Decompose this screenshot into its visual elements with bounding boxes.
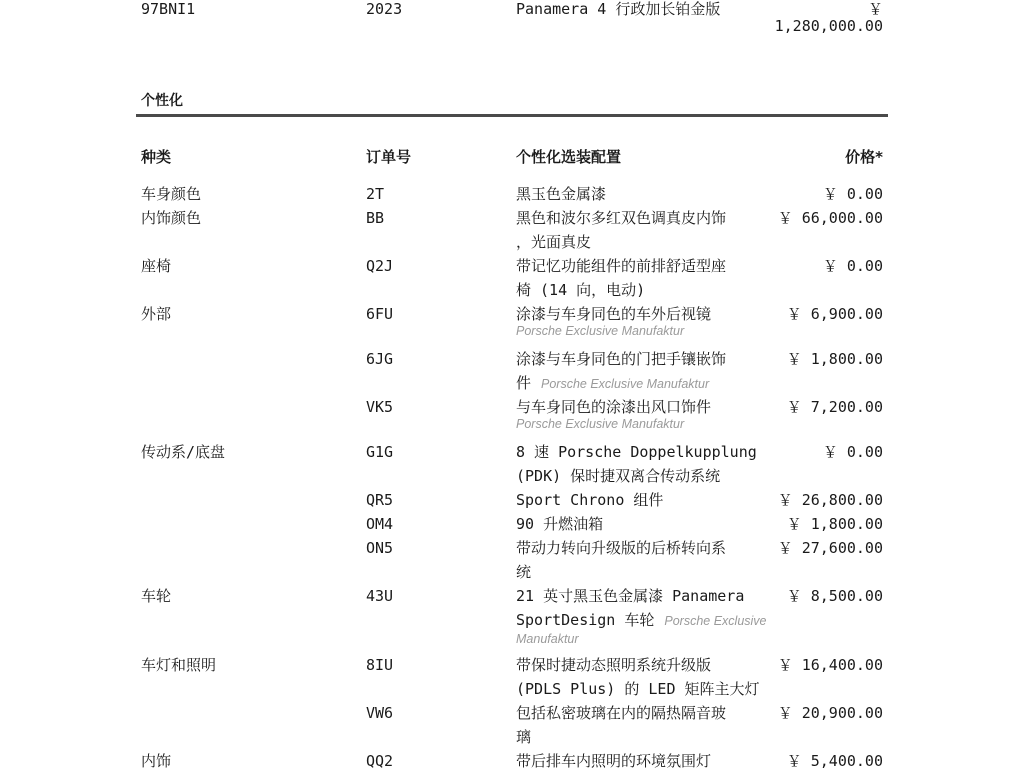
row-order-number: OM4 — [366, 515, 394, 533]
row-config-line: 涂漆与车身同色的车外后视镜 — [516, 305, 712, 323]
row-order-number: 2T — [366, 185, 385, 203]
row-config-text: 件 — [516, 374, 532, 392]
row-price: ￥ 7,200.00 — [786, 398, 883, 416]
row-price: ￥ 0.00 — [822, 185, 883, 203]
row-config-line: Sport Chrono 组件 — [516, 491, 664, 509]
row-category: 传动系/底盘 — [141, 443, 226, 461]
row-price: ￥ 8,500.00 — [786, 587, 883, 605]
row-order-number: QR5 — [366, 491, 394, 509]
row-config-line: (PDK) 保时捷双离合传动系统 — [516, 467, 721, 485]
row-order-number: 6JG — [366, 350, 394, 368]
model-code: 97BNI1 — [141, 0, 196, 18]
row-category: 车身颜色 — [141, 185, 202, 203]
header-order-number: 订单号 — [366, 148, 412, 166]
row-order-number: Q2J — [366, 257, 394, 275]
brand-note: Porsche Exclusive Manufaktur — [516, 417, 685, 431]
row-config-line: 黑玉色金属漆 — [516, 185, 607, 203]
row-price: ￥ 16,400.00 — [777, 656, 883, 674]
brand-note: Porsche Exclusive — [664, 614, 767, 628]
row-price: ￥ 66,000.00 — [777, 209, 883, 227]
row-order-number: 8IU — [366, 656, 394, 674]
row-order-number: VW6 — [366, 704, 394, 722]
row-price: ￥ 6,900.00 — [786, 305, 883, 323]
row-config-line: ，光面真皮 — [516, 233, 592, 251]
row-config-line: 带动力转向升级版的后桥转向系 — [516, 539, 727, 557]
row-order-number: ON5 — [366, 539, 394, 557]
row-price: ￥ 1,800.00 — [786, 515, 883, 533]
row-order-number: 43U — [366, 587, 394, 605]
row-config-line: 带保时捷动态照明系统升级版 — [516, 656, 712, 674]
brand-note: Porsche Exclusive Manufaktur — [516, 324, 685, 338]
row-config-line: 包括私密玻璃在内的隔热隔音玻 — [516, 704, 727, 722]
model-name: Panamera 4 行政加长铂金版 — [516, 0, 721, 18]
model-price: 1,280,000.00 — [774, 17, 883, 35]
section-title: 个性化 — [141, 93, 183, 109]
brand-note: Manufaktur — [516, 632, 579, 646]
row-price: ￥ 26,800.00 — [777, 491, 883, 509]
row-price: ￥ 1,800.00 — [786, 350, 883, 368]
section-divider — [136, 114, 888, 117]
row-order-number: 6FU — [366, 305, 394, 323]
row-config-line: 带后排车内照明的环境氛围灯 — [516, 752, 712, 770]
row-config-line: 涂漆与车身同色的门把手镶嵌饰 — [516, 350, 727, 368]
brand-note: Porsche Exclusive Manufaktur — [541, 377, 710, 391]
row-order-number: BB — [366, 209, 385, 227]
header-config: 个性化选装配置 — [516, 148, 622, 166]
row-price: ￥ 27,600.00 — [777, 539, 883, 557]
row-config-line: 黑色和波尔多红双色调真皮内饰 — [516, 209, 727, 227]
row-config-line: 90 升燃油箱 — [516, 515, 604, 533]
model-currency: ￥ — [867, 0, 883, 18]
row-category: 车轮 — [141, 587, 172, 605]
row-price: ￥ 0.00 — [822, 443, 883, 461]
row-config-line — [516, 608, 767, 632]
row-config-line: 带记忆功能组件的前排舒适型座 — [516, 257, 727, 275]
row-category: 车灯和照明 — [141, 656, 217, 674]
row-config-line — [516, 371, 709, 395]
row-category: 座椅 — [141, 257, 172, 275]
row-order-number: VK5 — [366, 398, 394, 416]
row-category: 内饰 — [141, 752, 172, 770]
row-config-text: SportDesign 车轮 — [516, 611, 655, 629]
row-order-number: QQ2 — [366, 752, 394, 770]
row-config-line: 统 — [516, 563, 532, 581]
row-config-line: 21 英寸黑玉色金属漆 Panamera — [516, 587, 745, 605]
row-category: 外部 — [141, 305, 172, 323]
model-year: 2023 — [366, 0, 403, 18]
row-order-number: G1G — [366, 443, 394, 461]
row-price: ￥ 20,900.00 — [777, 704, 883, 722]
row-category: 内饰颜色 — [141, 209, 202, 227]
header-category: 种类 — [141, 148, 172, 166]
row-price: ￥ 0.00 — [822, 257, 883, 275]
row-config-line: (PDLS Plus) 的 LED 矩阵主大灯 — [516, 680, 760, 698]
header-price: 价格* — [845, 148, 883, 166]
row-config-line: 椅 (14 向，电动) — [516, 281, 646, 299]
row-config-line: 与车身同色的涂漆出风口饰件 — [516, 398, 712, 416]
row-config-line: 8 速 Porsche Doppelkupplung — [516, 443, 757, 461]
row-config-line: 璃 — [516, 728, 532, 746]
row-price: ￥ 5,400.00 — [786, 752, 883, 770]
